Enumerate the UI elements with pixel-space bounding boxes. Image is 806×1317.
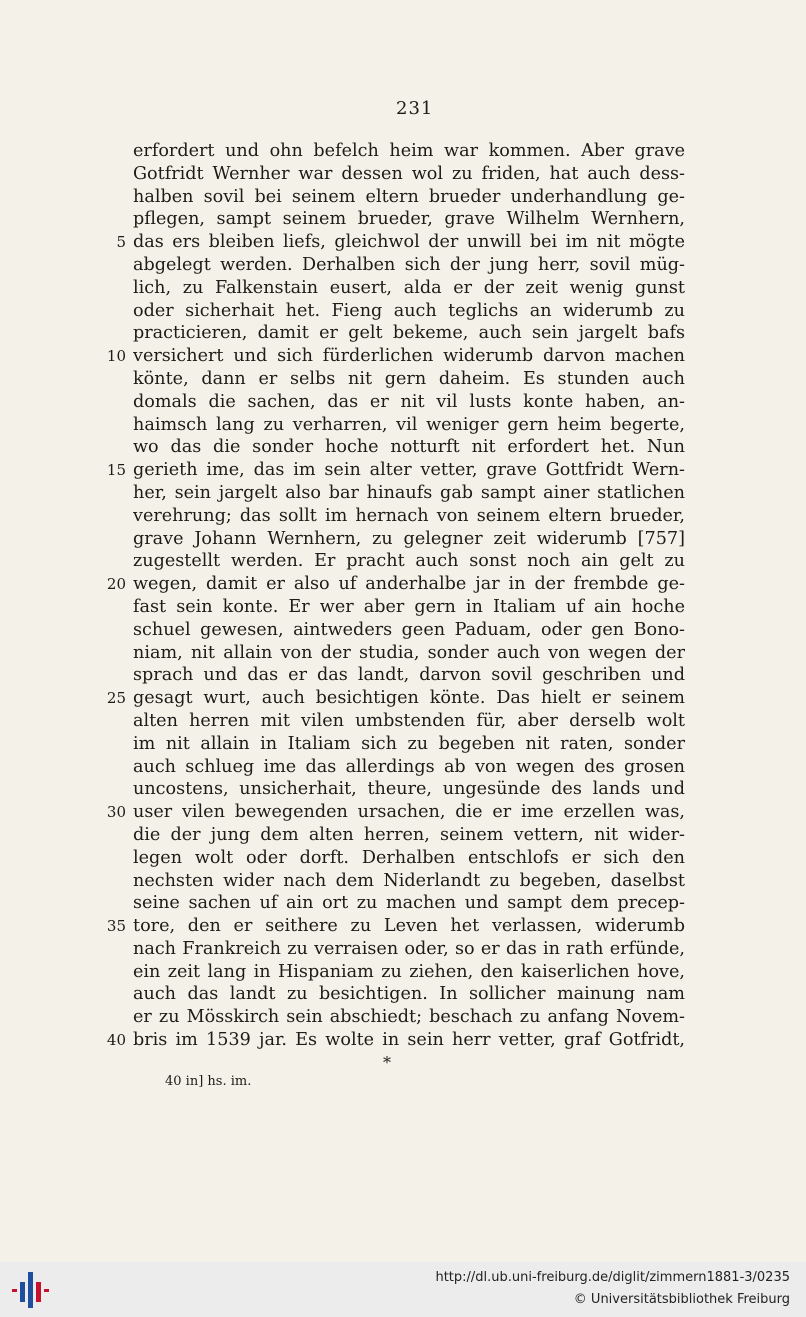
text-line <box>100 208 700 231</box>
text-line <box>100 687 700 710</box>
text-line <box>100 778 700 801</box>
text-line <box>100 710 700 733</box>
text-line <box>100 254 700 277</box>
line-text: auch schlueg ime das allerdings ab von wegen des grosen <box>133 756 685 777</box>
text-line <box>100 231 700 254</box>
text-line <box>100 573 700 596</box>
line-text: pflegen, sampt seinem brueder, grave Wilhelm Wernhern, <box>133 209 685 230</box>
line-text: domals die sachen, das er nit vil lusts konte haben, an- <box>133 391 685 412</box>
page-number: 231 <box>396 98 434 119</box>
line-text: schuel gewesen, aintweders geen Paduam, oder gen Bono- <box>133 619 685 640</box>
text-line <box>100 163 700 186</box>
line-number: 40 <box>106 1031 126 1050</box>
text-line <box>100 619 700 642</box>
text-line <box>100 186 700 209</box>
text-line <box>100 528 700 551</box>
line-text: gesagt wurt, auch besichtigen könte. Das hielt er seinem <box>133 688 685 709</box>
text-line <box>100 596 700 619</box>
footer-bar <box>0 1262 806 1317</box>
line-text: uncostens, unsicherhait, theure, ungesünde des lands und <box>133 779 685 800</box>
line-text: her, sein jargelt also bar hinaufs gab sampt ainer statlichen <box>133 482 685 503</box>
line-number: 10 <box>106 347 126 366</box>
line-text: das ers bleiben liefs, gleichwol der unwill bei im nit mögte <box>133 232 685 253</box>
text-line <box>100 300 700 323</box>
text-line <box>100 642 700 665</box>
line-text: ein zeit lang in Hispaniam zu ziehen, den kaiserlichen hove, <box>133 961 685 982</box>
text-line <box>100 436 700 459</box>
text-line <box>100 140 700 163</box>
line-text: zugestellt werden. Er pracht auch sonst noch ain gelt zu <box>133 551 685 572</box>
text-line <box>100 847 700 870</box>
line-text: auch das landt zu besichtigen. In sollicher mainung nam <box>133 984 685 1005</box>
permalink-link[interactable]: http://dl.ub.uni-freiburg.de/diglit/zimmern1881-3/0235 <box>435 1270 790 1285</box>
text-line <box>100 915 700 938</box>
ub-freiburg-logo-icon[interactable] <box>12 1270 52 1310</box>
text-line <box>100 870 700 893</box>
line-text: bris im 1539 jar. Es wolte in sein herr vetter, graf Gotfridt, <box>133 1030 685 1051</box>
text-line <box>100 983 700 1006</box>
line-text: seine sachen uf ain ort zu machen und sampt dem precep- <box>133 893 685 914</box>
text-line <box>100 345 700 368</box>
text-line <box>100 1006 700 1029</box>
copyright-text: © Universitätsbibliothek Freiburg <box>573 1292 790 1307</box>
line-text: haimsch lang zu verharren, vil weniger gern heim begerte, <box>133 414 685 435</box>
line-text: lich, zu Falkenstain eusert, alda er der zeit wenig gunst <box>133 277 685 298</box>
line-number: 35 <box>106 917 126 936</box>
line-text: Gotfridt Wernher war dessen wol zu friden, hat auch dess- <box>133 163 685 184</box>
line-number: 15 <box>106 461 126 480</box>
line-text: versichert und sich fürderlichen widerumb darvon machen <box>133 346 685 367</box>
signature-mark: * <box>383 1053 391 1072</box>
line-text: gerieth ime, das im sein alter vetter, grave Gottfridt Wern- <box>133 460 685 481</box>
text-line <box>100 482 700 505</box>
text-line <box>100 824 700 847</box>
main-text-block <box>100 140 700 1052</box>
text-line <box>100 938 700 961</box>
text-line <box>100 664 700 687</box>
line-text: tore, den er seithere zu Leven het verlassen, widerumb <box>133 916 685 937</box>
line-number: 20 <box>106 575 126 594</box>
line-text: halben sovil bei seinem eltern brueder underhandlung ge- <box>133 186 685 207</box>
line-text: nechsten wider nach dem Niderlandt zu begeben, daselbst <box>133 870 685 891</box>
line-number: 30 <box>106 803 126 822</box>
line-text: grave Johann Wernhern, zu gelegner zeit widerumb [757] <box>133 528 685 549</box>
text-line <box>100 756 700 779</box>
text-line <box>100 505 700 528</box>
line-text: er zu Mösskirch sein abschiedt; beschach zu anfang Novem- <box>133 1007 685 1028</box>
line-text: wegen, damit er also uf anderhalbe jar in der frembde ge- <box>133 574 685 595</box>
text-line <box>100 368 700 391</box>
text-line <box>100 733 700 756</box>
text-line <box>100 322 700 345</box>
text-line <box>100 391 700 414</box>
text-line <box>100 1029 700 1052</box>
text-line <box>100 459 700 482</box>
line-text: oder sicherhait het. Fieng auch teglichs an widerumb zu <box>133 300 685 321</box>
footnote: 40 in] hs. im. <box>165 1074 252 1089</box>
line-text: niam, nit allain von der studia, sonder auch von wegen der <box>133 642 685 663</box>
text-line <box>100 801 700 824</box>
text-line <box>100 961 700 984</box>
text-line <box>100 550 700 573</box>
line-text: erfordert und ohn befelch heim war kommen. Aber grave <box>133 141 685 161</box>
line-text: im nit allain in Italiam sich zu begeben nit raten, sonder <box>133 733 685 754</box>
line-text: verehrung; das sollt im hernach von seinem eltern brueder, <box>133 505 685 526</box>
line-text: die der jung dem alten herren, seinem vettern, nit wider- <box>133 824 685 845</box>
line-text: practicieren, damit er gelt bekeme, auch sein jargelt bafs <box>133 323 685 344</box>
text-line <box>100 414 700 437</box>
line-number: 25 <box>106 689 126 708</box>
line-text: user vilen bewegenden ursachen, die er ime erzellen was, <box>133 802 685 823</box>
line-text: sprach und das er das landt, darvon sovil geschriben und <box>133 665 685 686</box>
line-text: könte, dann er selbs nit gern daheim. Es stunden auch <box>133 368 685 389</box>
text-line <box>100 892 700 915</box>
text-line <box>100 277 700 300</box>
line-text: alten herren mit vilen umbstenden für, aber derselb wolt <box>133 710 685 731</box>
line-text: abgelegt werden. Derhalben sich der jung herr, sovil müg- <box>133 254 685 275</box>
line-text: nach Frankreich zu verraisen oder, so er das in rath erfünde, <box>133 938 685 959</box>
line-text: legen wolt oder dorft. Derhalben entschlofs er sich den <box>133 847 685 868</box>
line-text: wo das die sonder hoche notturft nit erfordert het. Nun <box>133 437 685 458</box>
line-text: fast sein konte. Er wer aber gern in Italiam uf ain hoche <box>133 596 685 617</box>
line-number: 5 <box>116 233 126 252</box>
